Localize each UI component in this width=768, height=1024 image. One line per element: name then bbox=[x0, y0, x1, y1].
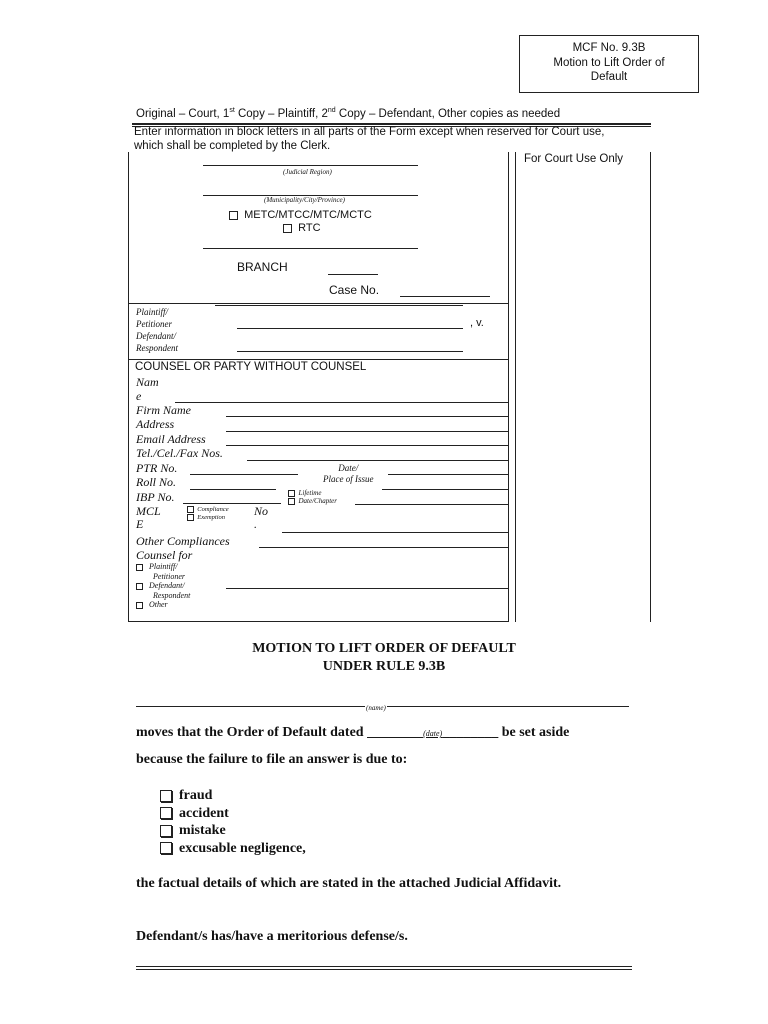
municipality-label: (Municipality/City/Province) bbox=[264, 196, 345, 204]
ptr-label: PTR No. bbox=[136, 461, 178, 475]
other-compliances-field[interactable] bbox=[259, 547, 508, 548]
other-compliances-label: Other Compliances bbox=[136, 534, 230, 548]
address-field[interactable] bbox=[226, 431, 508, 432]
tel-label: Tel./Cel./Fax Nos. bbox=[136, 446, 223, 460]
case-no-label: Case No. bbox=[329, 283, 380, 297]
fraud-checkbox[interactable] bbox=[160, 790, 172, 802]
cf-plaintiff-checkbox[interactable] bbox=[136, 564, 143, 571]
court-use-label: For Court Use Only bbox=[524, 153, 624, 165]
email-label: Email Address bbox=[136, 432, 206, 446]
distribution-notice: Original – Court, 1st Copy – Plaintiff, 2nd Copy – Defendant, Other copies as needed bbox=[136, 107, 561, 120]
reason-fraud: fraud bbox=[160, 787, 306, 805]
defendant-name-field[interactable] bbox=[237, 351, 463, 352]
name-label: Nam e bbox=[136, 375, 159, 403]
factual-details-text: the factual details of which are stated in the attached Judicial Affidavit. bbox=[136, 876, 562, 891]
ibp-lifetime-option: Lifetime Date/Chapter bbox=[288, 489, 337, 505]
bottom-rule-2 bbox=[136, 969, 632, 970]
mcle-options: Compliance Exemption bbox=[187, 506, 229, 522]
parties-top-rule-2 bbox=[215, 305, 463, 306]
case-no-field[interactable] bbox=[400, 296, 490, 297]
because-text: because the failure to file an answer is due to: bbox=[136, 752, 408, 767]
mcle-no-field[interactable] bbox=[282, 532, 508, 533]
tel-field[interactable] bbox=[247, 460, 508, 461]
judicial-region-line bbox=[203, 165, 418, 166]
mcle-label: MCL E bbox=[136, 504, 161, 531]
metc-checkbox[interactable] bbox=[229, 211, 238, 220]
counsel-top-rule bbox=[128, 359, 508, 360]
meritorious-defense-text: Defendant/s has/have a meritorious defense/s. bbox=[136, 929, 408, 944]
court-type-rtc: RTC bbox=[283, 222, 321, 234]
plaintiff-label: Plaintiff/ Petitioner Defendant/ Respondent bbox=[136, 307, 178, 353]
firm-name-label: Firm Name bbox=[136, 403, 191, 417]
form-title-line: Motion to Lift Order of bbox=[553, 56, 665, 69]
form-number-box bbox=[519, 35, 699, 93]
reason-accident: accident bbox=[160, 805, 306, 823]
mistake-checkbox[interactable] bbox=[160, 825, 172, 837]
accident-checkbox[interactable] bbox=[160, 807, 172, 819]
name-field[interactable] bbox=[175, 402, 508, 403]
versus-label: , v. bbox=[470, 317, 484, 329]
caption-left-border bbox=[128, 152, 129, 622]
plaintiff-name-field[interactable] bbox=[237, 328, 463, 329]
ptr-field[interactable] bbox=[190, 474, 298, 475]
cf-other-checkbox[interactable] bbox=[136, 602, 143, 609]
form-title-line-2: Default bbox=[590, 71, 628, 83]
roll-label: Roll No. bbox=[136, 475, 177, 489]
counsel-for-options: Plaintiff/ Petitioner Defendant/ Respondent Other bbox=[136, 562, 190, 610]
bottom-rule bbox=[136, 966, 632, 967]
parties-top-rule bbox=[128, 303, 508, 304]
name-hint: (name) bbox=[366, 704, 386, 712]
roll-date-field[interactable] bbox=[382, 489, 508, 490]
branch-label: BRANCH bbox=[237, 260, 288, 274]
judicial-region-label: (Judicial Region) bbox=[283, 168, 332, 176]
mcle-no-label: No . bbox=[254, 504, 269, 531]
ibp-date-field[interactable] bbox=[355, 504, 508, 505]
rtc-checkbox[interactable] bbox=[283, 224, 292, 233]
ibp-label: IBP No. bbox=[136, 490, 175, 504]
counsel-for-field[interactable] bbox=[226, 588, 508, 589]
form-number: MCF No. 9.3B bbox=[572, 42, 646, 54]
date-hint: (date) bbox=[423, 729, 443, 738]
court-use-right-border bbox=[650, 152, 651, 622]
instructions: Enter information in block letters in all parts of the Form except when reserved for Court use, which shall be completed by the Clerk. bbox=[134, 126, 605, 152]
cf-defendant-checkbox[interactable] bbox=[136, 583, 143, 590]
counsel-for-label: Counsel for bbox=[136, 548, 193, 562]
ptr-date-field[interactable] bbox=[388, 474, 508, 475]
court-type-metc: METC/MTCC/MTC/MCTC bbox=[229, 209, 372, 221]
motion-title: MOTION TO LIFT ORDER OF DEFAULT UNDER RULE 9.3B bbox=[252, 641, 516, 674]
moves-text: moves that the Order of Default dated ________(date)________ be set aside bbox=[136, 725, 570, 740]
excusable-negligence-checkbox[interactable] bbox=[160, 842, 172, 854]
roll-field[interactable] bbox=[190, 489, 276, 490]
caption-right-border bbox=[508, 152, 509, 622]
reasons-list bbox=[160, 787, 306, 857]
exemption-checkbox[interactable] bbox=[187, 514, 194, 521]
compliance-checkbox[interactable] bbox=[187, 506, 194, 513]
caption-bottom-rule bbox=[128, 621, 508, 622]
date-chapter-checkbox[interactable] bbox=[288, 498, 295, 505]
date-place-label: Date/ Place of Issue bbox=[323, 463, 374, 484]
reason-excusable-negligence: excusable negligence, bbox=[160, 840, 306, 858]
email-field[interactable] bbox=[226, 445, 508, 446]
counsel-heading: COUNSEL OR PARTY WITHOUT COUNSEL bbox=[135, 361, 367, 373]
branch-field[interactable] bbox=[328, 274, 378, 275]
lifetime-checkbox[interactable] bbox=[288, 490, 295, 497]
reason-mistake: mistake bbox=[160, 822, 306, 840]
firm-name-field[interactable] bbox=[226, 416, 508, 417]
court-name-line bbox=[203, 248, 418, 249]
court-use-divider bbox=[515, 152, 516, 622]
address-label: Address bbox=[136, 417, 175, 431]
